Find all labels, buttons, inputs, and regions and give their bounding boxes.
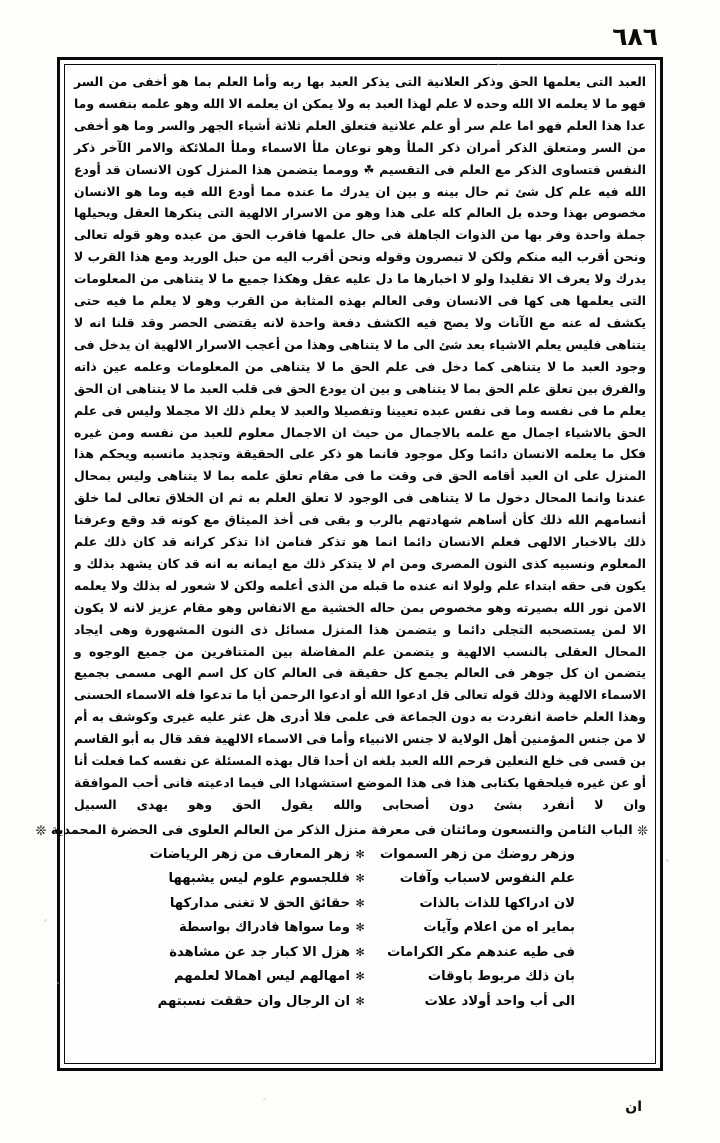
verse-hemistich-second: بماير اه من اعلام وآيات <box>423 920 575 936</box>
prose-body <box>72 71 648 816</box>
poem-block <box>145 843 575 1015</box>
verse-hemistich-first: حقائق الحق لا تغنى مداركها <box>169 895 350 911</box>
prose-paragraph: العبد التى يعلمها الحق وذكر العلانية التى يذكر العبد بها ربه وأما العلم بما هو أخفى من السر فهو ما لا يعلمه الا الله وحده لا علم لهذا العبد به ولا يمكن ان يعلمه الا الله وهو علمه بنفسه وما عدا هذا العلم فهو اما علم سر أو علم علانية فتعلق العلم ثلاثة أشياء الجهر والسر وما هو أخفى من السر ومتعلق الذكر أمران ذكر الملأ وهو نوعان ملأ الاسماء وملأ الملائكة والامر الآخر ذكر النفس فتساوى الذكر مع العلم فى التقسيم ☘ وومما يتضمن هذا المنزل كون الانسان قد أودع الله فيه علم كل شئ ثم حال بينه و بين ان يدرك ما عنده مما أودع الله فيه وما هو الانسان مخصوص بهذا وحده بل العالم كله على هذا وهو من الاسرار الالهية التى ينكرها العقل ويحيلها جملة واحدة وفر بها من الذوات الجاهلة فى حال علمها فاقرب الحق من عبده وهو قوله تعالى ونحن أقرب اليه منكم ولكن لا تبصرون وقوله ونحن أقرب اليه من حبل الوريد ومع هذا القرب لا يدرك ولا يعرف الا تقليدا ولو لا اخبارها ما دل عليه عقل وهكذا جميع ما لا يتناهى من المعلومات التى يعلمها هى كها فى الانسان وفى العالم بهذه المثابة من القرب وهو لا يعلم ما فيه حتى يكشف له عنه مع الآنات ولا يصح فيه الكشف دفعة واحدة لانه يقتضى الحصر وقد قلنا انه لا يتناهى فليس يعلم الاشياء بعد شئ الى ما لا يتناهى وهذا من أعجب الاسرار الالهية ان يدخل فى وجود العبد ما لا يتناهى كما دخل فى علم الحق ما لا يتناهى من المعلومات وعلمه عين ذاته والفرق بين تعلق علم الحق بما لا يتناهى و بين ان يودع الحق فى قلب العبد ما لا يتناهى ان الحق يعلم ما فى نفسه وما فى نفس عبده تعيينا وتفصيلا والعبد لا يعلم ذلك الا مجملا وليس فى علم الحق بالاشياء اجمال مع علمه بالاجمال من حيث ان الاجمال معلوم للعبد من نفسه ومن غيره فكل ما يعلمه الانسان دائما وكل موجود فانما هو ذكر على الحقيقة وتجديد مانسبه ويحكم هذا المنزل على ان العبد أقامه الحق فى وقت ما فى مقام تعلق علمه بما لا يتناهى وليس بمحال عندنا وانما المحال دخول ما لا يتناهى فى الوجود لا تعلق العلم به ثم ان الخلاق تعالى لما خلق أنسامهم الله ذلك كأن أساهم شهادتهم بالرب و بقى فى أخذ الميثاق مع كونه قد وقع وعرفنا ذلك بالاخبار الالهى فعلم الانسان دائما انما هو تذكر فنامن اذا تذكر كرانه قد كان ذلك علم المعلوم ونسبيه كذى النون المصرى ومن ام لا يتذكر ذلك مع ايمانه به انه قد كان يشهد بذلك و يكون فى حقه ابتداء علم ولولا انه عنده ما قبله من الذى أعلمه ولكن لا شعور له بذلك ولا يعلمه الامن نور الله بصيرته وهو مخصوص بمن حاله الخشية مع الانفاس وهو مقام عزيز لانه لا يكون الا لمن يستصحبه التجلى دائما و يتضمن هذا المنزل مسائل ذى النون المشهورة وهى ايجاد المحال العقلى بالنسب الالهية و يتضمن علم المفاضلة بين المتنافرين من جميع الوجوه و يتضمن ان كل جوهر فى العالم يجمع كل حقيقة فى العالم كان كل اسم الهى مسمى بجميع الاسماء الالهية وذلك قوله تعالى قل ادعوا الله أو ادعوا الرحمن أيا ما تدعوا فله الاسماء الحسنى وهذا العلم خاصة انفردت به دون الجماعة فى علمى فلا أدرى هل عثر عليه غيرى وكوشف به أم لا من جنس المؤمنين أهل الولاية لا جنس الانبياء وأما فى الاسماء الالهية فقد قال به أبو القاسم بن قسى فى خلع النعلين فرحم الله العبد بلغه ان أحدا قال بهذه المسئلة عن نفسه كما فعلت أنا أو عن غيره فيلحقها بكتابى هذا فى هذا الموضع استشهادا الى فيما ادعيته فانى أحب الموافقة وان لا أنفرد بشئ دون أصحابى والله يقول الحق وهو يهدى السبيل <box>74 74 646 812</box>
verse-separator-icon: ✻ <box>355 994 365 1008</box>
verse-separator-icon: ✻ <box>355 945 365 959</box>
text-frame-inner <box>35 64 656 1064</box>
folio-number: ٦٨٦ <box>612 22 658 51</box>
scan-speckle <box>44 919 47 922</box>
verse-line <box>145 843 575 868</box>
verse-line <box>145 892 575 917</box>
verse-hemistich-first: ان الرجال وان حققت نسبتهم <box>157 993 350 1009</box>
verse-hemistich-first: فللجسوم علوم ليس يشبهها <box>168 871 350 887</box>
chapter-title: الباب الثامن والتسعون ومائتان فى معرفة منزل الذكر من العالم العلوى فى الحضرة المحمدية <box>50 822 633 838</box>
verse-separator-icon: ✻ <box>355 970 365 984</box>
verse-separator-icon: ✻ <box>355 921 365 935</box>
verse-hemistich-second: بان ذلك مربوط باوقات <box>427 969 575 985</box>
verse-hemistich-second: علم النفوس لاسباب وآفات <box>399 871 575 887</box>
heading-star-icon: ❊ <box>35 823 47 839</box>
verse-hemistich-second: لان ادراكها للذات بالذات <box>419 895 575 911</box>
verse-line <box>145 965 575 990</box>
scan-speckle <box>666 859 669 862</box>
verse-separator-icon: ✻ <box>355 896 365 910</box>
verse-hemistich-first: زهر المعارف من زهر الرياضات <box>149 846 350 862</box>
verse-line <box>145 990 575 1015</box>
scan-speckle <box>263 1098 266 1100</box>
verse-line <box>145 867 575 892</box>
verse-hemistich-first: امهالهم ليس اهمالا لعلمهم <box>173 969 350 985</box>
verse-line <box>145 941 575 966</box>
verse-line <box>145 916 575 941</box>
verse-hemistich-second: وزهر روضك من زهر السموات <box>379 846 575 862</box>
catchword: ان <box>625 1099 642 1115</box>
verse-separator-icon: ✻ <box>355 872 365 886</box>
verse-separator-icon: ✻ <box>355 847 365 861</box>
verse-hemistich-first: هزل الا كبار جد عن مشاهدة <box>169 944 350 960</box>
text-block <box>35 71 648 1059</box>
text-frame-outer <box>35 57 663 1071</box>
chapter-heading <box>35 822 648 839</box>
verse-hemistich-first: وما سواها فادراك بواسطة <box>178 920 350 936</box>
verse-hemistich-second: فى طيه عندهم مكر الكرامات <box>387 944 575 960</box>
heading-star-icon: ❊ <box>637 823 648 839</box>
verse-hemistich-second: الى أب واحد أولاد علات <box>424 993 575 1009</box>
